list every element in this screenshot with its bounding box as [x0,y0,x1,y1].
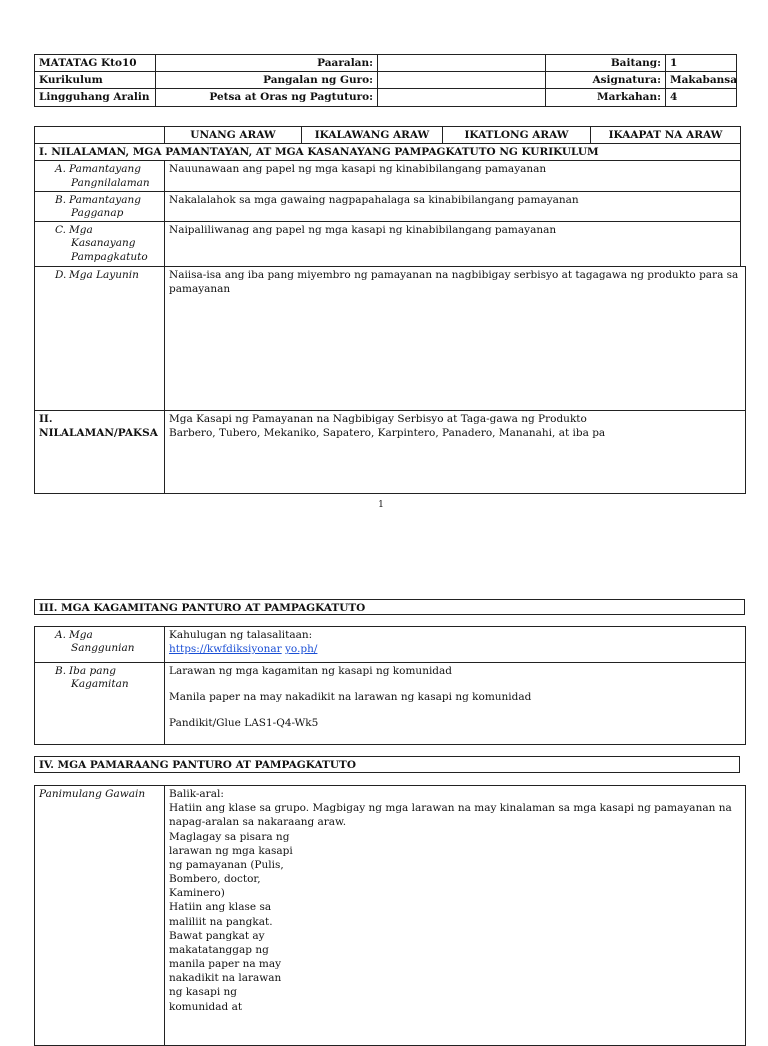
teacher-field[interactable] [378,72,546,89]
section-3-table [34,626,746,745]
topic-line-2: Barbero, Tubero, Mekaniko, Sapatero, Karpintero, Panadero, Mananahi, at iba pa [169,427,606,440]
section-1-title: I. NILALAMAN, MGA PAMANTAYAN, AT MGA KASANAYANG PAMPAGKATUTO NG KURIKULUM [35,144,741,161]
activity-line: makatatanggap ng [169,943,269,956]
performance-standard-label: B. Pamantayang Pagganap [35,191,165,221]
content-standard-text: Nauunawaan ang papel ng mga kasapi ng kinabibilangang pamayanan [165,161,741,191]
quarter-label: Markahan: [546,89,666,106]
objectives-table [34,266,746,494]
learning-competency-label: C. Mga Kasanayang Pampagkatuto [35,222,165,267]
references-text [165,627,746,663]
activity-line: Hatiin ang klase sa grupo. Magbigay ng mga larawan na may kinalaman sa mga kasapi ng pamayanan na napag-aralan sa nakaraang araw. [169,802,732,829]
material-line-3: Pandikit/Glue LAS1-Q4-Wk5 [169,717,319,730]
day-header-2: IKALAWANG ARAW [302,127,443,144]
section-4-title: IV. MGA PAMARAANG PANTURO AT PAMPAGKATUTO [34,756,740,773]
references-line: Kahulugan ng talasalitaan: [169,629,313,641]
doc-title-line-2: Kurikulum [35,72,156,89]
activity-line: manila paper na may [169,958,282,971]
performance-standard-text: Nakalalahok sa mga gawaing nagpapahalaga sa kinabibilangang pamayanan [165,191,741,221]
activity-line: larawan ng mga kasapi [169,844,293,857]
grade-label: Baitang: [546,55,666,72]
header-table [34,54,737,107]
references-label: A. Mga Sanggunian [35,627,165,663]
school-label: Paaralan: [156,55,378,72]
datetime-field[interactable] [378,89,546,106]
doc-title-line-3: Lingguhang Aralin [35,89,156,106]
kwf-dictionary-link-part-1[interactable]: https://kwfdiksiyonar [169,643,282,656]
other-materials-text [165,663,746,745]
section-3-title: III. MGA KAGAMITANG PANTURO AT PAMPAGKATUTO [34,599,745,615]
content-topic-text [165,411,746,494]
day-header-1: UNANG ARAW [165,127,302,144]
page-number: 1 [378,500,384,510]
kwf-dictionary-link-part-2[interactable]: yo.ph/ [285,643,318,656]
content-topic-label: II. NILALAMAN/PAKSA [35,411,165,494]
topic-line-1: Mga Kasapi ng Pamayanan na Nagbibigay Serbisyo at Taga-gawa ng Produkto [169,413,587,425]
activity-line: nakadikit na larawan [169,972,282,985]
subject-value: Makabansa [666,72,737,89]
grade-value: 1 [666,55,737,72]
introductory-activity-text [165,786,746,1046]
section-4-table [34,785,746,1046]
objectives-text: Naiisa-isa ang iba pang miyembro ng pamayanan na nagbibigay serbisyo at tagagawa ng produkto para sa pamayanan [165,267,746,411]
content-standard-label: A. Pamantayang Pangnilalaman [35,161,165,191]
activity-line: Maglagay sa pisara ng [169,830,290,843]
material-line-1: Larawan ng mga kagamitan ng kasapi ng komunidad [169,665,453,677]
activity-line: maliliit na pangkat. [169,915,273,928]
material-line-2: Manila paper na may nakadikit na larawan ng kasapi ng komunidad [169,691,532,704]
activity-line: Balik-aral: [169,788,224,800]
objectives-label: D. Mga Layunin [35,267,165,411]
day-header-3: IKATLONG ARAW [443,127,591,144]
activity-line: komunidad at [169,1000,243,1013]
learning-competency-text: Naipaliliwanag ang papel ng mga kasapi ng kinabibilangang pamayanan [165,222,741,267]
school-field[interactable] [378,55,546,72]
activity-line: Bawat pangkat ay [169,929,265,942]
activity-line: Kaminero) [169,887,225,900]
other-materials-label: B. Iba pang Kagamitan [35,663,165,745]
datetime-label: Petsa at Oras ng Pagtuturo: [156,89,378,106]
activity-line: ng kasapi ng [169,986,237,999]
introductory-activity-label: Panimulang Gawain [35,786,165,1046]
quarter-value: 4 [666,89,737,106]
section-1-table [34,126,741,267]
doc-title-line-1: MATATAG Kto10 [35,55,156,72]
teacher-label: Pangalan ng Guro: [156,72,378,89]
subject-label: Asignatura: [546,72,666,89]
day-header-4: IKAAPAT NA ARAW [591,127,741,144]
activity-line: ng pamayanan (Pulis, [169,858,284,871]
activity-line: Hatiin ang klase sa [169,901,272,914]
activity-line: Bombero, doctor, [169,873,261,886]
